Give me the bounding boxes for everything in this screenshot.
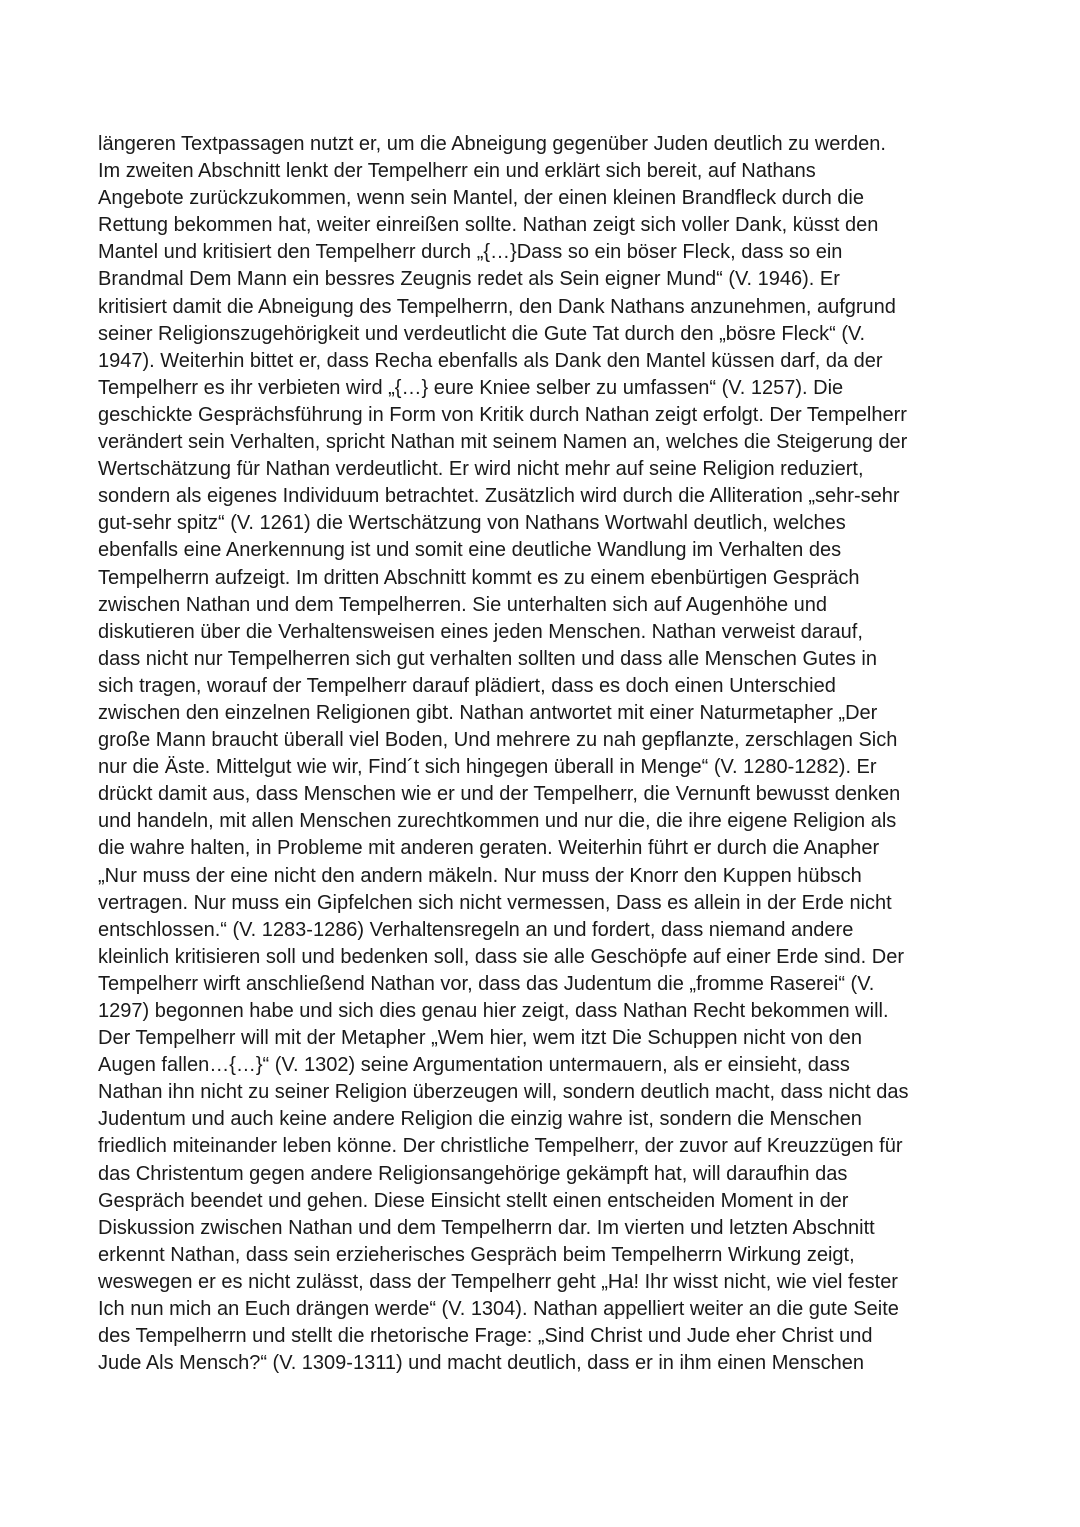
text-line: Augen fallen…{…}“ (V. 1302) seine Argumentation untermauern, als er einsieht, dass bbox=[98, 1054, 850, 1077]
text-line: Gespräch beendet und gehen. Diese Einsicht stellt einen entscheiden Moment in der bbox=[98, 1189, 849, 1212]
text-line: kritisiert damit die Abneigung des Tempelherrn, den Dank Nathans anzunehmen, aufgrund bbox=[98, 295, 896, 318]
text-line: und handeln, mit allen Menschen zurechtkommen und nur die, die ihre eigene Religion als bbox=[98, 810, 897, 833]
text-line: geschickte Gesprächsführung in Form von Kritik durch Nathan zeigt erfolgt. Der Tempelherr bbox=[98, 403, 907, 426]
text-line: Rettung bekommen hat, weiter einreißen sollte. Nathan zeigt sich voller Dank, küsst den bbox=[98, 214, 879, 237]
text-line: das Christentum gegen andere Religionsangehörige gekämpft hat, will daraufhin das bbox=[98, 1162, 848, 1185]
text-line: große Mann braucht überall viel Boden, Und mehrere zu nah gepflanzte, zerschlagen Sich bbox=[98, 729, 898, 752]
text-line: des Tempelherrn und stellt die rhetorische Frage: „Sind Christ und Jude eher Christ und bbox=[98, 1325, 873, 1348]
text-line: Jude Als Mensch?“ (V. 1309-1311) und macht deutlich, dass er in ihm einen Menschen bbox=[98, 1352, 864, 1375]
text-line: Tempelherrn aufzeigt. Im dritten Abschnitt kommt es zu einem ebenbürtigen Gespräch bbox=[98, 566, 860, 589]
text-line: vertragen. Nur muss ein Gipfelchen sich nicht vermessen, Dass es allein in der Erde nicht bbox=[98, 891, 892, 914]
text-line: ebenfalls eine Anerkennung ist und somit eine deutliche Wandlung im Verhalten des bbox=[98, 539, 842, 562]
text-line: Tempelherr wirft anschließend Nathan vor, dass das Judentum die „fromme Raserei“ (V. bbox=[98, 972, 875, 995]
text-line: gut-sehr spitz“ (V. 1261) die Wertschätzung von Nathans Wortwahl deutlich, welches bbox=[98, 512, 846, 535]
text-line: Brandmal Dem Mann ein bessres Zeugnis redet als Sein eigner Mund“ (V. 1946). Er bbox=[98, 268, 840, 291]
text-line: Mantel und kritisiert den Tempelherr durch „{…}Dass so ein böser Fleck, dass so ein bbox=[98, 241, 843, 264]
text-line: 1947). Weiterhin bittet er, dass Recha ebenfalls als Dank den Mantel küssen darf, da der bbox=[98, 349, 883, 372]
text-line: Nathan ihn nicht zu seiner Religion überzeugen will, sondern deutlich macht, dass nicht das bbox=[98, 1081, 909, 1104]
text-line: die wahre halten, in Probleme mit anderen geraten. Weiterhin führt er durch die Anapher bbox=[98, 837, 880, 860]
text-line: dass nicht nur Tempelherren sich gut verhalten sollten und dass alle Menschen Gutes in bbox=[98, 647, 877, 670]
text-line: friedlich miteinander leben könne. Der christliche Tempelherr, der zuvor auf Kreuzzügen für bbox=[98, 1135, 903, 1158]
text-line: kleinlich kritisieren soll und bedenken soll, dass sie alle Geschöpfe auf einer Erde sind. Der bbox=[98, 945, 904, 968]
text-line: sich tragen, worauf der Tempelherr darauf plädiert, dass es doch einen Unterschied bbox=[98, 674, 836, 697]
text-line: drückt damit aus, dass Menschen wie er und der Tempelherr, die Vernunft bewusst denken bbox=[98, 783, 901, 806]
text-line: zwischen den einzelnen Religionen gibt. Nathan antwortet mit einer Naturmetapher „Der bbox=[98, 701, 878, 724]
text-line: Tempelherr es ihr verbieten wird „{…} eure Kniee selber zu umfassen“ (V. 1257). Die bbox=[98, 376, 844, 399]
text-line: sondern als eigenes Individuum betrachtet. Zusätzlich wird durch die Alliteration „sehr-sehr bbox=[98, 485, 900, 508]
text-line: diskutieren über die Verhaltensweisen eines jeden Menschen. Nathan verweist darauf, bbox=[98, 620, 863, 643]
text-line: Wertschätzung für Nathan verdeutlicht. Er wird nicht mehr auf seine Religion reduziert, bbox=[98, 458, 864, 481]
text-line: verändert sein Verhalten, spricht Nathan mit seinem Namen an, welches die Steigerung der bbox=[98, 431, 908, 454]
text-line: Ich nun mich an Euch drängen werde“ (V. 1304). Nathan appelliert weiter an die gute Seite bbox=[98, 1298, 899, 1321]
text-line: 1297) begonnen habe und sich dies genau hier zeigt, dass Nathan Recht bekommen will. bbox=[98, 1000, 889, 1022]
text-line: längeren Textpassagen nutzt er, um die Abneigung gegenüber Juden deutlich zu werden. bbox=[98, 133, 886, 155]
text-line: Diskussion zwischen Nathan und dem Tempelherrn dar. Im vierten und letzten Abschnitt bbox=[98, 1216, 875, 1239]
text-line: Der Tempelherr will mit der Metapher „Wem hier, wem itzt Die Schuppen nicht von den bbox=[98, 1027, 863, 1050]
text-line: nur die Äste. Mittelgut wie wir, Find´t sich hingegen überall in Menge“ (V. 1280-1282). Er bbox=[98, 756, 877, 779]
text-line: weswegen er es nicht zulässt, dass der Tempelherr geht „Ha! Ihr wisst nicht, wie viel fester bbox=[98, 1270, 898, 1293]
body-text bbox=[98, 131, 998, 1377]
text-line: Angebote zurückzukommen, wenn sein Mantel, der einen kleinen Brandfleck durch die bbox=[98, 187, 864, 210]
text-line: entschlossen.“ (V. 1283-1286) Verhaltensregeln an und fordert, dass niemand andere bbox=[98, 918, 854, 941]
text-line: erkennt Nathan, dass sein erzieherisches Gespräch beim Tempelherrn Wirkung zeigt, bbox=[98, 1243, 855, 1266]
text-line: zwischen Nathan und dem Tempelherren. Sie unterhalten sich auf Augenhöhe und bbox=[98, 593, 828, 616]
text-line: Judentum und auch keine andere Religion die einzig wahre ist, sondern die Menschen bbox=[98, 1108, 862, 1131]
text-line: „Nur muss der eine nicht den andern mäkeln. Nur muss der Knorr den Kuppen hübsch bbox=[98, 864, 862, 887]
text-line: Im zweiten Abschnitt lenkt der Tempelherr ein und erklärt sich bereit, auf Nathans bbox=[98, 160, 816, 183]
text-line: seiner Religionszugehörigkeit und verdeutlicht die Gute Tat durch den „bösre Fleck“ (V. bbox=[98, 322, 866, 345]
